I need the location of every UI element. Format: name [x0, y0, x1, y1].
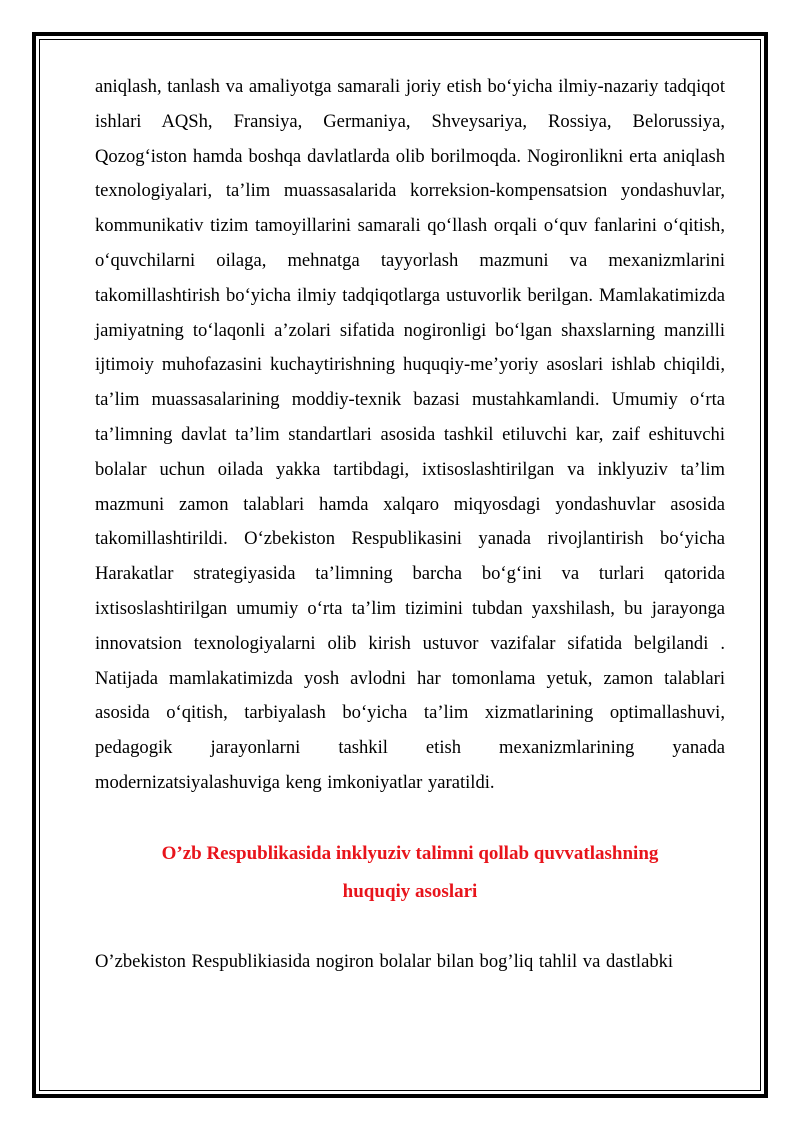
section-heading-line-1: O’zb Respublikasida inklyuziv talimni qollab quvvatlashning: [161, 842, 659, 864]
body-paragraph-2: O’zbekiston Respublikiasida nogiron bolalar bilan bog’liq tahlil va dastlabki: [95, 950, 674, 972]
document-content: [95, 70, 725, 980]
body-paragraph-1: aniqlash, tanlash va amaliyotga samarali joriy etish bo‘yicha ilmiy-nazariy tadqiqot ishlari AQSh, Fransiya, Germaniya, Shveysariya, Rossiya, Belorussiya, Qozog‘iston hamda boshqa davlatlarda olib borilmoqda. Nogironlikni erta aniqlash texnologiyalari, ta’lim muassasalarida korreksion-kompensatsion yondashuvlar, kommunikativ tizim tamoyillarini samarali qo‘llash orqali o‘quv fanlarini o‘qitish, o‘quvchilarni oilaga, mehnatga tayyorlash mazmuni va mexanizmlarini takomillashtirish bo‘yicha ilmiy tadqiqotlarga ustuvorlik berilgan. Mamlakatimizda jamiyatning to‘laqonli a’zolari sifatida nogironligi bo‘lgan shaxslarning manzilli ijtimoiy muhofazasini kuchaytirishning huquqiy-me’yoriy asoslari ishlab chiqildi, ta’lim muassasalarining moddiy-texnik bazasi mustahkamlandi. Umumiy o‘rta ta’limning davlat ta’lim standartlari asosida tashkil etiluvchi kar, zaif eshituvchi bolalar uchun oilada yakka tartibdagi, ixtisoslashtirilgan va inklyuziv ta’lim mazmuni zamon talablari hamda xalqaro miqyosdagi yondashuvlar asosida takomillashtirildi. O‘zbekiston Respublikasini yanada rivojlantirish bo‘yicha Harakatlar strategiyasida ta’limning barcha bo‘g‘ini va turlari qatorida ixtisoslashtirilgan umumiy o‘rta ta’lim tizimini tubdan yaxshilash, bu jarayonga innovatsion texnologiyalarni olib kirish ustuvor vazifalar sifatida belgilandi . Natijada mamlakatimizda yosh avlodni har tomonlama yetuk, zamon talablari asosida o‘qitish, tarbiyalash bo‘yicha ta’lim xizmatlarining optimallashuvi, pedagogik jarayonlarni tashkil etish mexanizmlarining yanada modernizatsiyalashuviga keng imkoniyatlar yaratildi.: [95, 76, 725, 793]
section-heading-line-2: huquqiy asoslari: [342, 880, 478, 902]
section-heading: [95, 835, 725, 911]
